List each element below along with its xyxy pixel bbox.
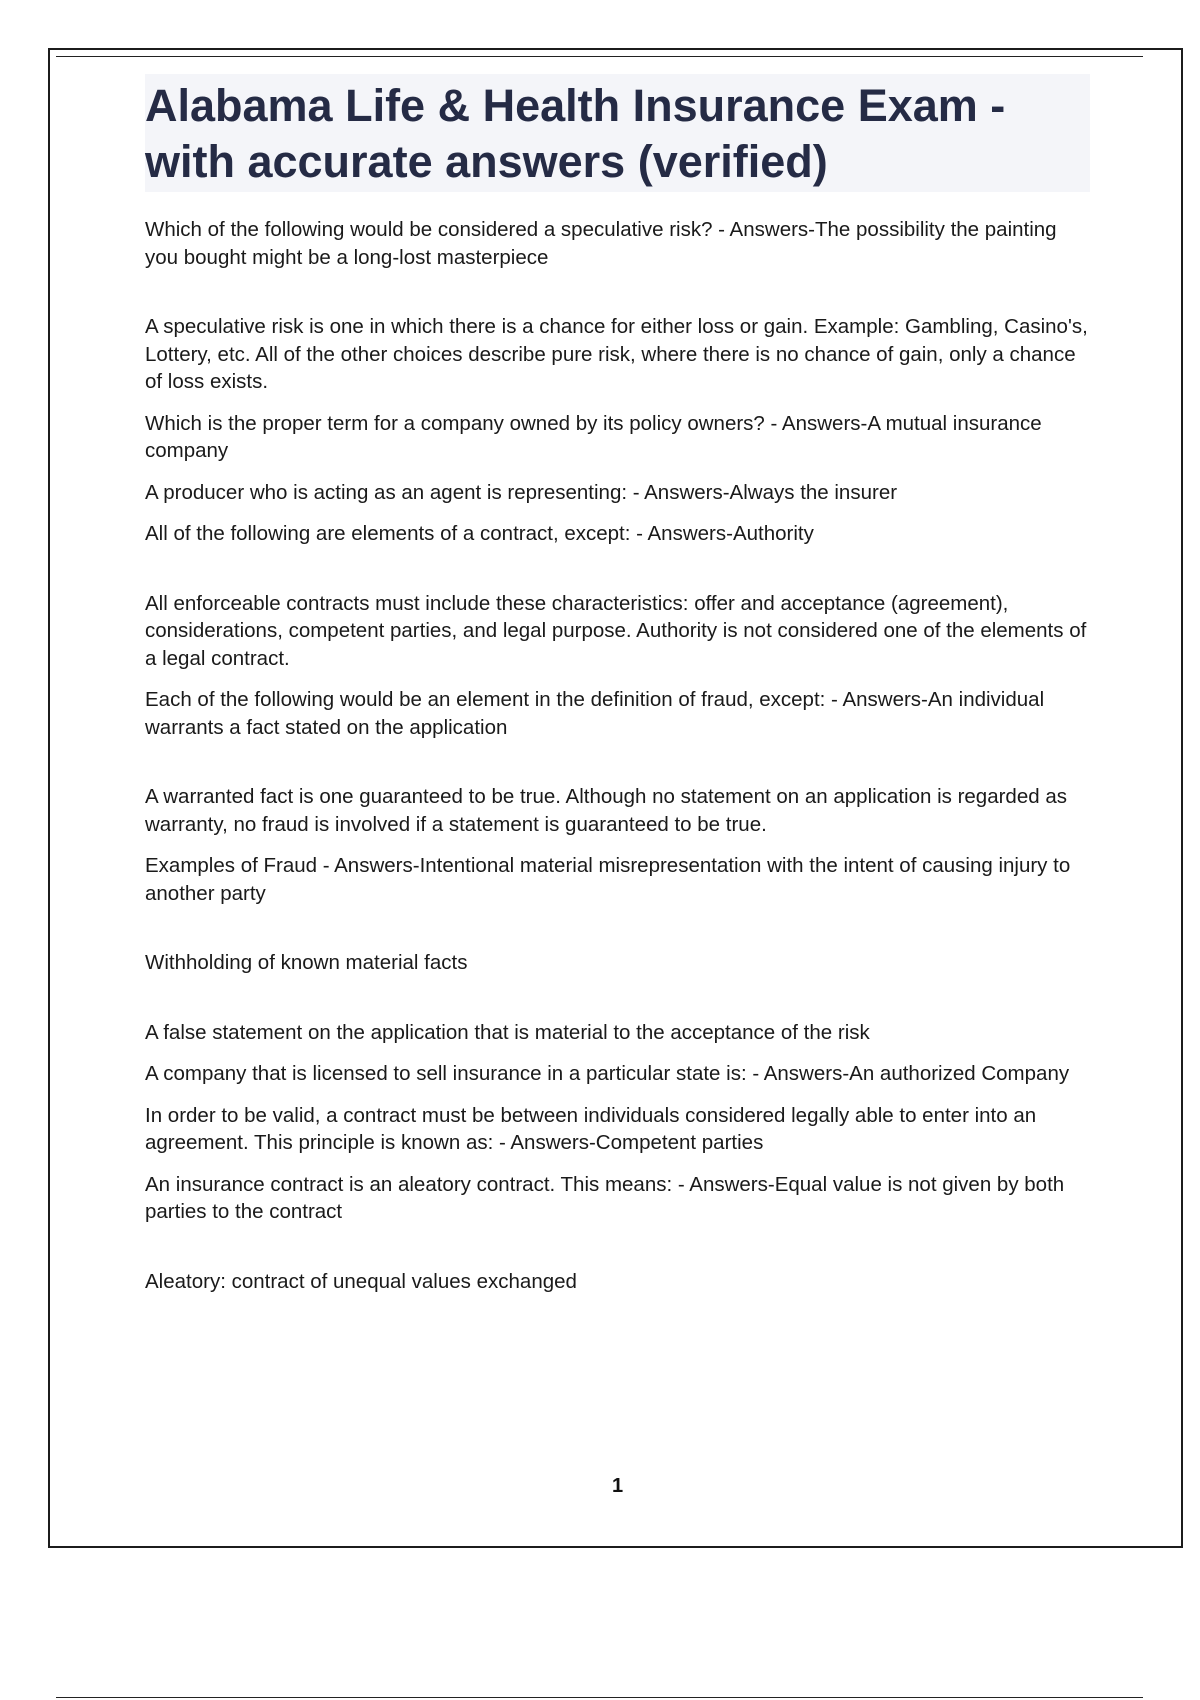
qa-explanation: All enforceable contracts must include these characteristics: offer and acceptance (agreement), considerations, competent parties, and legal purpose. Authority is not considered one of the elements of a legal contract. bbox=[145, 591, 1087, 670]
qa-explanation: A speculative risk is one in which there is a chance for either loss or gain. Example: Gambling, Casino's, Lottery, etc. All of the other choices describe pure risk, where there is no chance of gain, only a chance of loss exists. bbox=[145, 315, 1088, 393]
qa-explanation: Aleatory: contract of unequal values exchanged bbox=[145, 1269, 577, 1293]
document-title: Alabama Life & Health Insurance Exam - with accurate answers (verified) bbox=[145, 80, 1006, 187]
qa-entry: A company that is licensed to sell insurance in a particular state is: - Answers-An authorized Company bbox=[145, 1062, 1070, 1085]
qa-continuation: Withholding of known material facts bbox=[145, 951, 468, 974]
top-rule bbox=[56, 56, 1143, 57]
qa-entry: An insurance contract is an aleatory contract. This means: - Answers-Equal value is not given by both parties to the contract bbox=[145, 1172, 1065, 1223]
qa-list bbox=[145, 216, 1090, 1295]
qa-entry: Each of the following would be an element in the definition of fraud, except: - Answers-An individual warrants a fact stated on the application bbox=[145, 688, 1045, 739]
qa-explanation: A warranted fact is one guaranteed to be true. Although no statement on an application is regarded as warranty, no fraud is involved if a statement is guaranteed to be true. bbox=[145, 785, 1067, 836]
title-block bbox=[145, 74, 1090, 192]
qa-continuation: A false statement on the application that is material to the acceptance of the risk bbox=[145, 1020, 870, 1044]
qa-entry: In order to be valid, a contract must be between individuals considered legally able to enter into an agreement. This principle is known as: - Answers-Competent parties bbox=[145, 1103, 1037, 1154]
qa-entry: Which of the following would be considered a speculative risk? - Answers-The possibility the painting you bought might be a long-lost masterpiece bbox=[145, 218, 1057, 269]
next-page-top-rule bbox=[56, 1697, 1143, 1698]
page-number: 1 bbox=[611, 1475, 624, 1497]
qa-entry: A producer who is acting as an agent is representing: - Answers-Always the insurer bbox=[145, 480, 898, 504]
qa-entry: All of the following are elements of a contract, except: - Answers-Authority bbox=[145, 522, 814, 545]
qa-entry: Which is the proper term for a company owned by its policy owners? - Answers-A mutual insurance company bbox=[145, 411, 1042, 462]
qa-entry: Examples of Fraud - Answers-Intentional material misrepresentation with the intent of causing injury to another party bbox=[145, 854, 1071, 905]
document-body bbox=[145, 74, 1090, 1309]
